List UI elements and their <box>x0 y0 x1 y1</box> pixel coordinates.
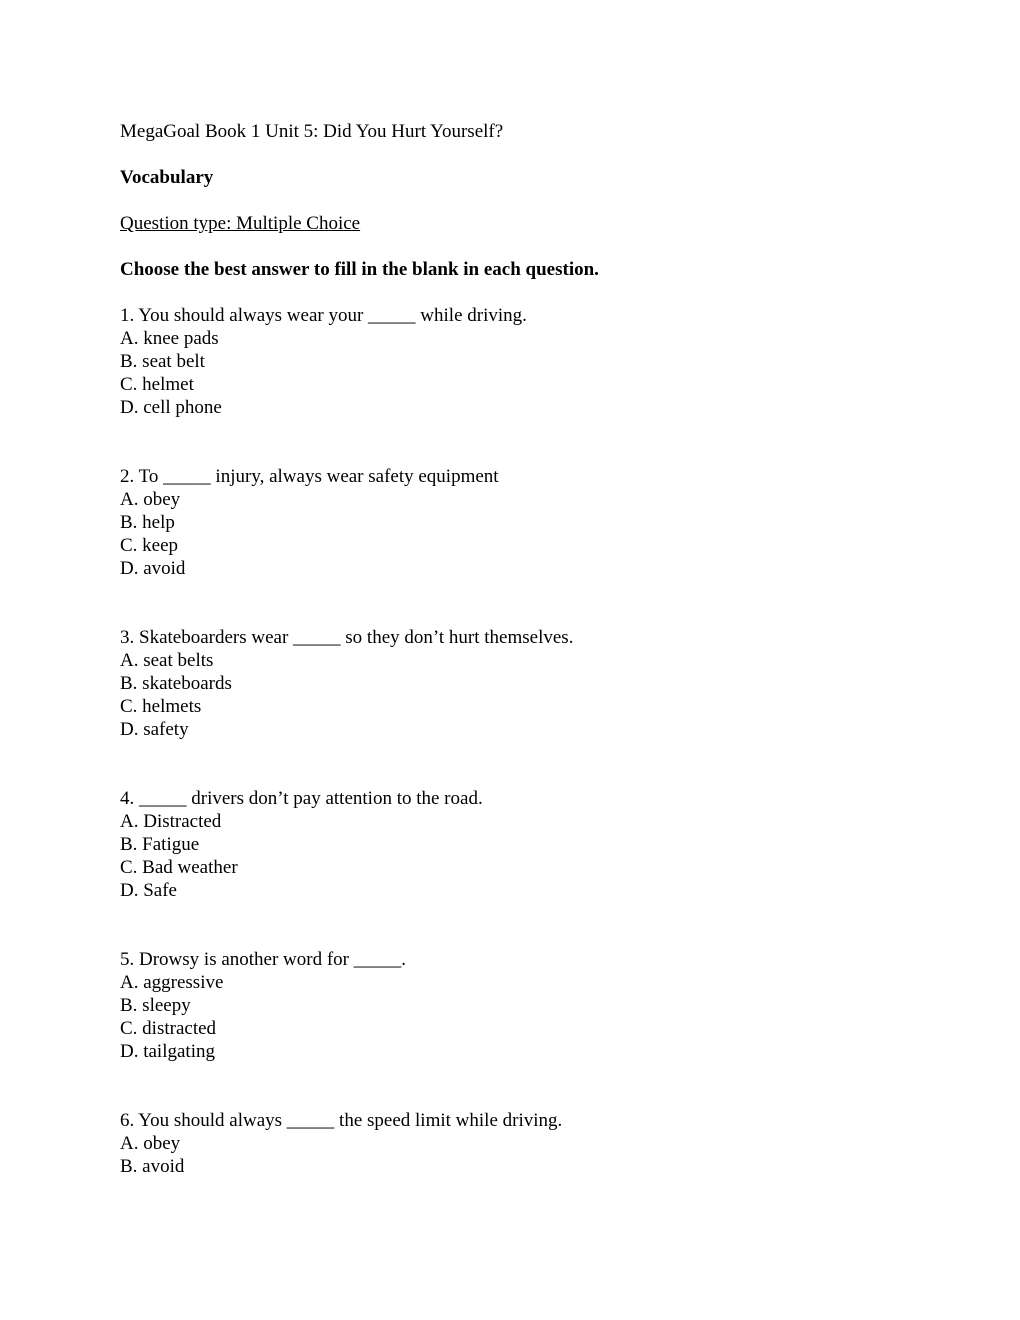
question-5 <box>120 948 920 1063</box>
question-6 <box>120 1109 920 1178</box>
answer-option: D. safety <box>120 719 189 740</box>
answer-option: C. keep <box>120 535 179 556</box>
answer-option: B. sleepy <box>120 995 191 1016</box>
question-type-label: Question type: Multiple Choice <box>120 213 361 234</box>
worksheet-page <box>120 120 920 1178</box>
question-1 <box>120 304 920 419</box>
question-list <box>120 304 920 1178</box>
question-prompt: 4. _____ drivers don’t pay attention to the road. <box>120 788 483 809</box>
answer-option: A. Distracted <box>120 811 222 832</box>
question-4 <box>120 787 920 902</box>
answer-option: C. helmet <box>120 374 194 395</box>
question-prompt: 2. To _____ injury, always wear safety equipment <box>120 466 499 487</box>
question-prompt: 1. You should always wear your _____ while driving. <box>120 305 527 326</box>
question-prompt: 3. Skateboarders wear _____ so they don’t hurt themselves. <box>120 627 574 648</box>
answer-option: B. help <box>120 512 175 533</box>
answer-option: D. tailgating <box>120 1041 215 1062</box>
question-2 <box>120 465 920 580</box>
answer-option: D. cell phone <box>120 397 222 418</box>
question-3 <box>120 626 920 741</box>
answer-option: D. avoid <box>120 558 186 579</box>
answer-option: C. distracted <box>120 1018 217 1039</box>
answer-option: D. Safe <box>120 880 177 901</box>
answer-option: B. avoid <box>120 1156 185 1177</box>
answer-option: A. aggressive <box>120 972 224 993</box>
question-prompt: 5. Drowsy is another word for _____. <box>120 949 407 970</box>
answer-option: C. helmets <box>120 696 202 717</box>
answer-option: B. Fatigue <box>120 834 200 855</box>
section-heading: Vocabulary <box>120 167 214 188</box>
answer-option: A. knee pads <box>120 328 219 349</box>
answer-option: A. obey <box>120 489 181 510</box>
document-title: MegaGoal Book 1 Unit 5: Did You Hurt Yourself? <box>120 121 504 142</box>
answer-option: A. obey <box>120 1133 181 1154</box>
answer-option: B. skateboards <box>120 673 232 694</box>
instructions: Choose the best answer to fill in the blank in each question. <box>120 259 599 280</box>
answer-option: B. seat belt <box>120 351 205 372</box>
question-prompt: 6. You should always _____ the speed limit while driving. <box>120 1110 563 1131</box>
answer-option: A. seat belts <box>120 650 214 671</box>
answer-option: C. Bad weather <box>120 857 238 878</box>
